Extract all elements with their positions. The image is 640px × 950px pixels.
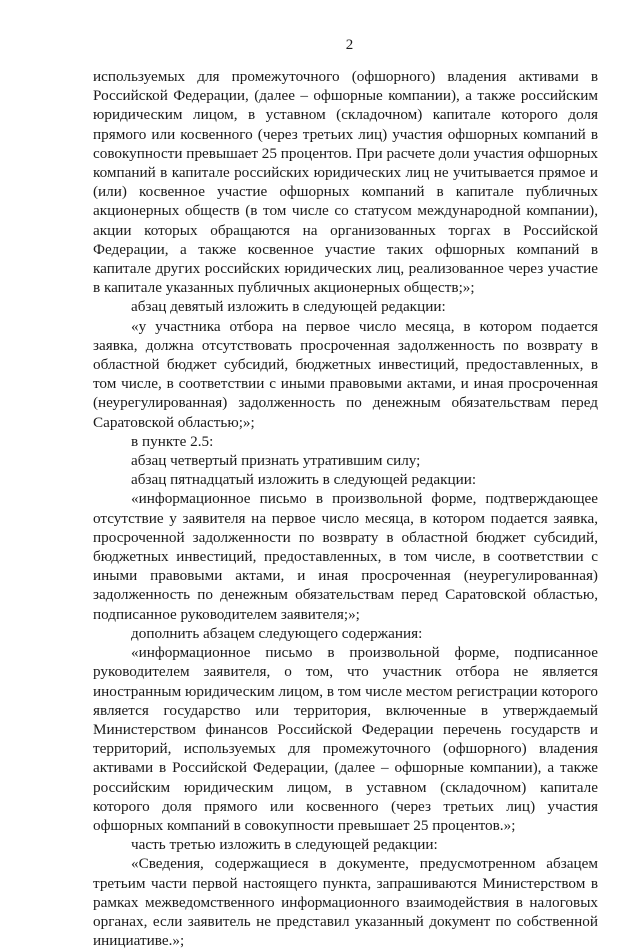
paragraph-instruction-part-three: часть третью изложить в следующей редакции: xyxy=(131,836,438,854)
paragraph-interagency-request: «Сведения, содержащиеся в документе, предусмотренном абзацем третьим части первой настоящего пункта, запрашиваются Министерством в рамках межведомственного информационного взаимодействия в налоговых органах, если заявитель не представил указанный документ по собственной инициативе.»; xyxy=(93,855,598,950)
paragraph-participant-debt: «у участника отбора на первое число месяца, в котором подается заявка, должна отсутствовать просроченная задолженность по возврату в областной бюджет субсидий, бюджетных инвестиций, предоставленных, в том числе, в соответствии с иными правовыми актами, и иная просроченная (неурегулированная) задолженность по денежным обязательствам перед Саратовской областью;»; xyxy=(93,317,598,431)
paragraph-fourth-void: абзац четвертый признать утратившим силу; xyxy=(131,452,421,470)
paragraph-offshore-definition-continued: используемых для промежуточного (офшорного) владения активами в Российской Федерации, (далее – офшорные компании), а также российским юридическим лицом, в уставном (складочном) капитале которого доля прямого или косвенного (через третьих лиц) участия офшорных компаний в совокупности превышает 25 процентов. При расчете доли участия офшорных компаний в капитале российских юридических лиц не учитывается прямое и (или) косвенное участие офшорных компаний в капитале публичных акционерных обществ (в том числе со статусом международной компании), акции которых обращаются на организованных торгах в Российской Федерации, а также косвенное участие таких офшорных компаний в капитале других российских юридических лиц, реализованное через участие в капитале указанных публичных акционерных обществ;»; xyxy=(93,68,598,297)
paragraph-instruction-supplement: дополнить абзацем следующего содержания: xyxy=(131,624,423,642)
paragraph-info-letter-offshore: «информационное письмо в произвольной форме, подписанное руководителем заявителя, о том, что участник отбора не является иностранным юридическим лицом, в том числе местом регистрации которого является государство или территория, включенные в утверждаемый Министерством финансов Российской Федерации перечень государств и территорий, используемых для промежуточного (офшорного) владения активами в Российской Федерации, (далее – офшорные компании), а также российским юридическим лицом, в уставном (складочном) капитале которого доля прямого или косвенного (через третьих лиц) участия офшорных компаний в совокупности превышает 25 процентов.»; xyxy=(93,644,598,834)
page-number: 2 xyxy=(345,37,354,53)
paragraph-instruction-fifteenth: абзац пятнадцатый изложить в следующей редакции: xyxy=(131,471,477,489)
paragraph-instruction-ninth: абзац девятый изложить в следующей редакции: xyxy=(131,298,446,316)
paragraph-clause-2-5: в пункте 2.5: xyxy=(131,432,214,450)
paragraph-info-letter-debt: «информационное письмо в произвольной форме, подтверждающее отсутствие у заявителя на первое число месяца, в котором подается заявка, просроченной задолженности по возврату в областной бюджет субсидий, бюджетных инвестиций, предоставленных, в том числе, в соответствии с иными правовыми актами, и иная просроченная (неурегулированная) задолженность по денежным обязательствам перед Саратовской областью, подписанное руководителем заявителя;»; xyxy=(93,490,598,623)
document-body xyxy=(93,67,598,950)
